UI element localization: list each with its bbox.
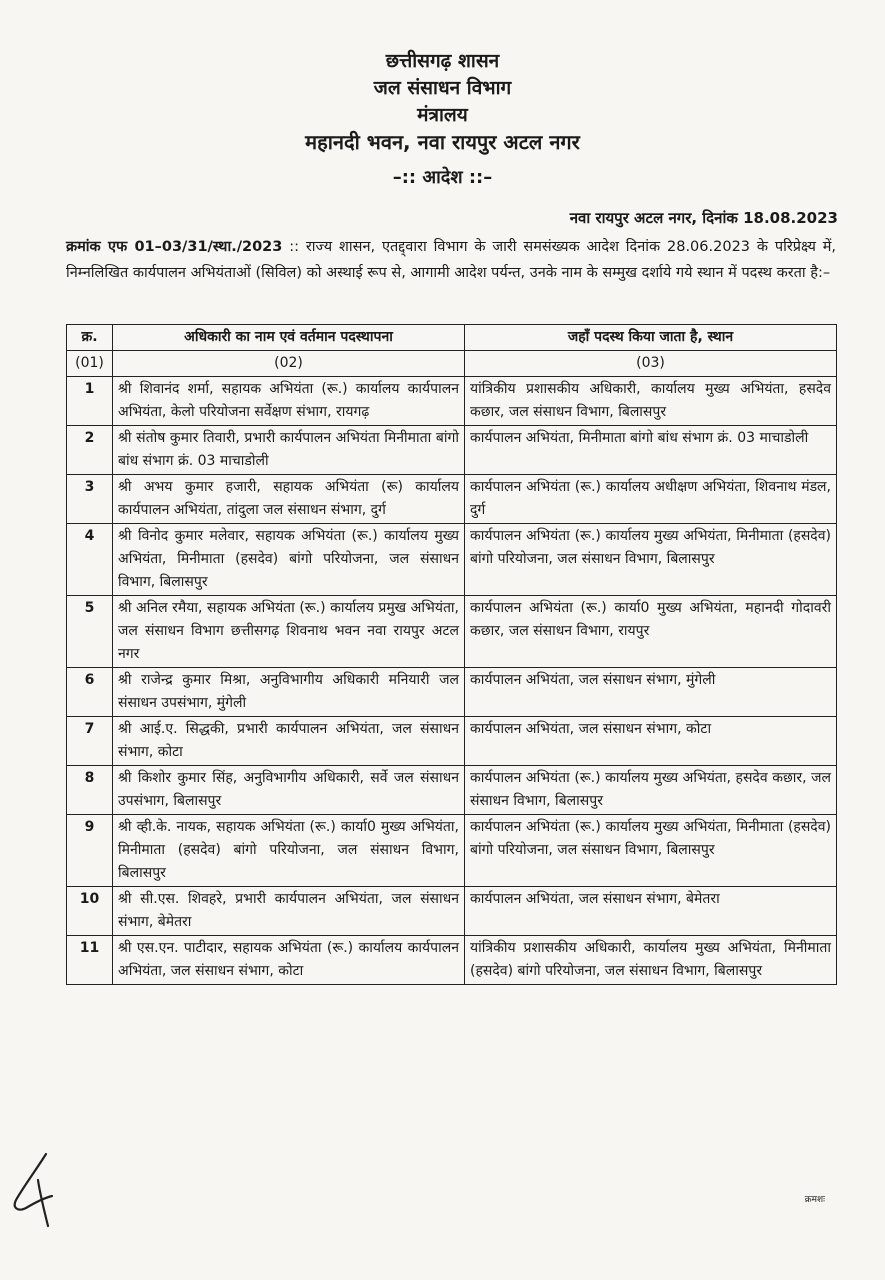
officer-current-posting: श्री एस.एन. पाटीदार, सहायक अभियंता (रू.) कार्यालय कार्यपालन अभियंता, जल संसाधन संभाग, कोटा — [113, 936, 465, 985]
table-row — [67, 668, 837, 717]
new-posting-location: यांत्रिकीय प्रशासकीय अधिकारी, कार्यालय मुख्य अभियंता, हसदेव कछार, जल संसाधन विभाग, बिलासपुर — [465, 377, 837, 426]
column-header-posting: जहाँ पदस्थ किया जाता है, स्थान — [465, 325, 837, 351]
new-posting-location: कार्यपालन अभियंता (रू.) कार्यालय मुख्य अभियंता, मिनीमाता (हसदेव) बांगो परियोजना, जल संसाधन विभाग, बिलासपुर — [465, 524, 837, 596]
table-row — [67, 815, 837, 887]
new-posting-location: कार्यपालन अभियंता, मिनीमाता बांगो बांध संभाग क्रं. 03 माचाडोली — [465, 426, 837, 475]
table-row — [67, 766, 837, 815]
serial-number: 7 — [67, 717, 113, 766]
office-address: महानदी भवन, नवा रायपुर अटल नगर — [305, 130, 580, 154]
serial-number: 11 — [67, 936, 113, 985]
table-row — [67, 524, 837, 596]
serial-number: 8 — [67, 766, 113, 815]
officer-current-posting: श्री राजेन्द्र कुमार मिश्रा, अनुविभागीय अधिकारी मनियारी जल संसाधन उपसंभाग, मुंगेली — [113, 668, 465, 717]
table-row — [67, 377, 837, 426]
table-row — [67, 475, 837, 524]
handwritten-signature-icon — [8, 1150, 68, 1230]
officer-current-posting: श्री संतोष कुमार तिवारी, प्रभारी कार्यपालन अभियंता मिनीमाता बांगो बांध संभाग क्रं. 03 माचाडोली — [113, 426, 465, 475]
department-name: जल संसाधन विभाग — [373, 77, 512, 99]
posting-table — [66, 324, 837, 985]
serial-number: 1 — [67, 377, 113, 426]
table-row — [67, 596, 837, 668]
column-number-row — [67, 351, 837, 377]
officer-current-posting: श्री व्ही.के. नायक, सहायक अभियंता (रू.) कार्या0 मुख्य अभियंता, मिनीमाता (हसदेव) बांगो परियोजना, जल संसाधन विभाग, बिलासपुर — [113, 815, 465, 887]
serial-number: 5 — [67, 596, 113, 668]
date-line: नवा रायपुर अटल नगर, दिनांक 18.08.2023 — [569, 209, 838, 227]
serial-number: 6 — [67, 668, 113, 717]
officer-current-posting: श्री अनिल रमैया, सहायक अभियंता (रू.) कार्यालय प्रमुख अभियंता, जल संसाधन विभाग छत्तीसगढ़ शिवनाथ भवन नवा रायपुर अटल नगर — [113, 596, 465, 668]
new-posting-location: कार्यपालन अभियंता (रू.) कार्यालय मुख्य अभियंता, मिनीमाता (हसदेव) बांगो परियोजना, जल संसाधन विभाग, बिलासपुर — [465, 815, 837, 887]
order-number: क्रमांक एफ 01–03/31/स्था./2023 — [66, 239, 283, 255]
officer-current-posting: श्री विनोद कुमार मलेवार, सहायक अभियंता (रू.) कार्यालय मुख्य अभियंता, मिनीमाता (हसदेव) बांगो परियोजना, जल संसाधन विभाग, बिलासपुर — [113, 524, 465, 596]
column-number: (03) — [465, 351, 837, 377]
new-posting-location: कार्यपालन अभियंता, जल संसाधन संभाग, कोटा — [465, 717, 837, 766]
officer-current-posting: श्री आई.ए. सिद्धकी, प्रभारी कार्यपालन अभियंता, जल संसाधन संभाग, कोटा — [113, 717, 465, 766]
officer-current-posting: श्री अभय कुमार हजारी, सहायक अभियंता (रू) कार्यालय कार्यपालन अभियंता, तांदुला जल संसाधन संभाग, दुर्ग — [113, 475, 465, 524]
new-posting-location: यांत्रिकीय प्रशासकीय अधिकारी, कार्यालय मुख्य अभियंता, मिनीमाता (हसदेव) बांगो परियोजना, जल संसाधन विभाग, बिलासपुर — [465, 936, 837, 985]
new-posting-location: कार्यपालन अभियंता (रू.) कार्या0 मुख्य अभियंता, महानदी गोदावरी कछार, जल संसाधन विभाग, रायपुर — [465, 596, 837, 668]
officer-current-posting: श्री शिवानंद शर्मा, सहायक अभियंता (रू.) कार्यालय कार्यपालन अभियंता, केलो परियोजना सर्वेक्षण संभाग, रायगढ़ — [113, 377, 465, 426]
new-posting-location: कार्यपालन अभियंता, जल संसाधन संभाग, मुंगेली — [465, 668, 837, 717]
serial-number: 10 — [67, 887, 113, 936]
continued-marker: क्रमशः — [804, 1195, 825, 1205]
table-row — [67, 717, 837, 766]
table-row — [67, 426, 837, 475]
new-posting-location: कार्यपालन अभियंता (रू.) कार्यालय अधीक्षण अभियंता, शिवनाथ मंडल, दुर्ग — [465, 475, 837, 524]
serial-number: 4 — [67, 524, 113, 596]
serial-number: 9 — [67, 815, 113, 887]
order-introduction — [66, 234, 836, 286]
government-name: छत्तीसगढ़ शासन — [385, 50, 500, 72]
order-title: –:: आदेश ::– — [392, 167, 493, 188]
table-row — [67, 887, 837, 936]
column-header-officer: अधिकारी का नाम एवं वर्तमान पदस्थापना — [113, 325, 465, 351]
column-number: (02) — [113, 351, 465, 377]
ministry-name: मंत्रालय — [417, 104, 468, 126]
new-posting-location: कार्यपालन अभियंता (रू.) कार्यालय मुख्य अभियंता, हसदेव कछार, जल संसाधन विभाग, बिलासपुर — [465, 766, 837, 815]
document-header — [0, 48, 885, 191]
order-text: :: राज्य शासन, एतद्द्वारा विभाग के जारी समसंख्यक आदेश दिनांक 28.06.2023 के परिप्रेक्ष्य में, निम्नलिखित कार्यपालन अभियंताओं (सिविल) को अस्थाई रूप से, आगामी आदेश पर्यन्त, उनके नाम के सम्मुख दर्शाये गये स्थान में पदस्थ करता है:– — [66, 239, 836, 281]
column-header-serial: क्र. — [67, 325, 113, 351]
column-number: (01) — [67, 351, 113, 377]
officer-current-posting: श्री किशोर कुमार सिंह, अनुविभागीय अधिकारी, सर्वे जल संसाधन उपसंभाग, बिलासपुर — [113, 766, 465, 815]
officer-current-posting: श्री सी.एस. शिवहरे, प्रभारी कार्यपालन अभियंता, जल संसाधन संभाग, बेमेतरा — [113, 887, 465, 936]
serial-number: 3 — [67, 475, 113, 524]
serial-number: 2 — [67, 426, 113, 475]
table-row — [67, 936, 837, 985]
new-posting-location: कार्यपालन अभियंता, जल संसाधन संभाग, बेमेतरा — [465, 887, 837, 936]
table-header-row — [67, 325, 837, 351]
